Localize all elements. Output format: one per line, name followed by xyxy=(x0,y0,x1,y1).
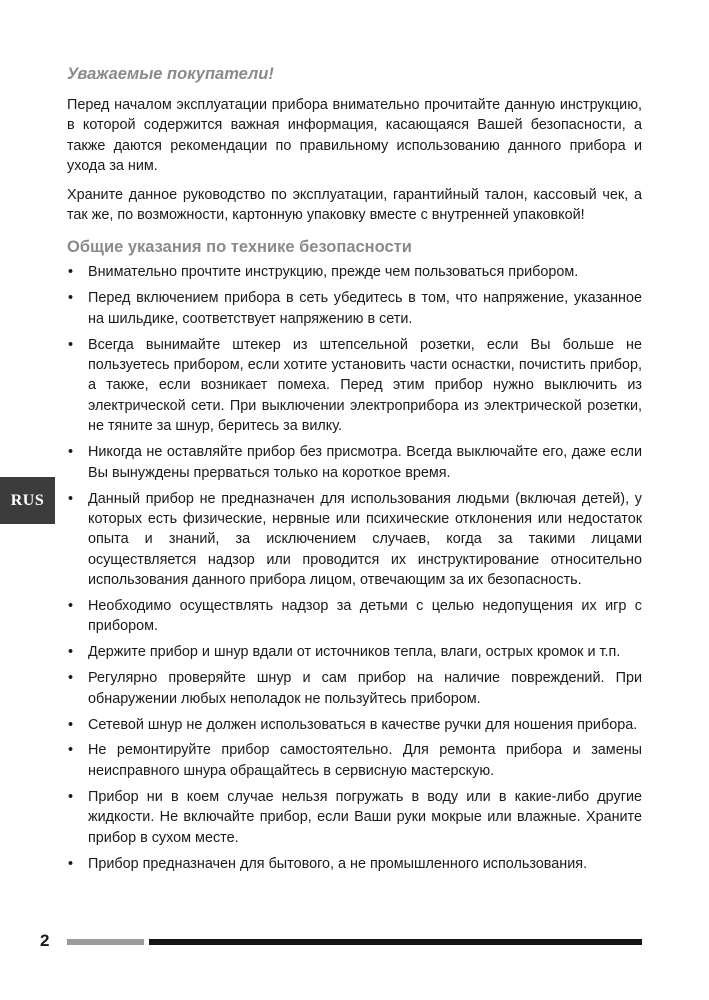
list-item xyxy=(67,596,642,637)
list-item-text: Регулярно проверяйте шнур и сам прибор на наличие повреждений. При обнаружении любых неполадок не пользуйтесь прибором. xyxy=(88,670,642,707)
page-content xyxy=(67,64,642,879)
bullet-icon: • xyxy=(68,490,74,507)
list-item-text: Необходимо осуществлять надзор за детьми с целью недопущения их игр с прибором. xyxy=(88,598,642,635)
list-item-text: Перед включением прибора в сеть убедитесь в том, что напряжение, указанное на шильдике, соответствует напряжению в сети. xyxy=(88,290,642,327)
bullet-icon: • xyxy=(68,670,74,687)
bullet-icon: • xyxy=(68,716,74,733)
list-item xyxy=(67,668,642,709)
bullet-icon: • xyxy=(68,644,74,661)
bullet-icon: • xyxy=(68,290,74,307)
bullet-icon: • xyxy=(68,336,74,353)
list-item-text: Внимательно прочтите инструкцию, прежде чем пользоваться прибором. xyxy=(88,264,579,281)
list-item-text: Не ремонтируйте прибор самостоятельно. Для ремонта прибора и замены неисправного шнура обращайтесь в сервисную мастерскую. xyxy=(88,742,642,779)
list-item xyxy=(67,740,642,781)
list-item-text: Данный прибор не предназначен для использования людьми (включая детей), у которых есть физические, нервные или психические отклонения или недостаток опыта и знаний, за исключением случаев, когда за такими лицами осуществляется надзор или проводится их инструктирование относительно использования данного прибора лицом, отвечающим за их безопасность. xyxy=(88,490,642,589)
bullet-icon: • xyxy=(68,742,74,759)
safety-list xyxy=(67,262,642,873)
list-item-text: Всегда вынимайте штекер из штепсельной розетки, если Вы больше не пользуетесь прибором, если хотите установить части оснастки, почистить прибор, а также, если возникает помеха. Перед этим прибор нужно выключить из электрической сети. При выключении электроприбора из электрической розетки, не тяните за шнур, беритесь за вилку. xyxy=(88,336,642,435)
bullet-icon: • xyxy=(68,788,74,805)
intro-paragraph: Перед началом эксплуатации прибора внимательно прочитайте данную инструкцию, в которой содержится важная информация, касающаяся Вашей безопасности, а также даются рекомендации по правильному использованию данного прибора и ухода за ним. xyxy=(67,97,642,175)
bullet-icon: • xyxy=(68,855,74,872)
list-item-text: Прибор ни в коем случае нельзя погружать в воду или в какие-либо другие жидкости. Не включайте прибор, если Ваши руки мокрые или влажные. Храните прибор в сухом месте. xyxy=(88,788,642,846)
list-item xyxy=(67,642,642,662)
list-item xyxy=(67,715,642,735)
list-item-text: Прибор предназначен для бытового, а не промышленного использования. xyxy=(88,855,588,872)
bullet-icon: • xyxy=(68,444,74,461)
footer-rule-black xyxy=(149,939,642,945)
intro-paragraph: Храните данное руководство по эксплуатации, гарантийный талон, кассовый чек, а так же, по возможности, картонную упаковку вместе с внутренней упаковкой! xyxy=(67,186,642,224)
list-item-text: Никогда не оставляйте прибор без присмотра. Всегда выключайте его, даже если Вы вынуждены прерваться только на короткое время. xyxy=(88,444,642,481)
greeting-heading: Уважаемые покупатели! xyxy=(67,65,274,83)
list-item xyxy=(67,335,642,437)
bullet-icon: • xyxy=(68,598,74,615)
list-item xyxy=(67,787,642,848)
list-item-text: Сетевой шнур не должен использоваться в качестве ручки для ношения прибора. xyxy=(88,716,638,733)
page-number: 2 xyxy=(40,931,50,950)
list-item xyxy=(67,489,642,591)
list-item xyxy=(67,288,642,329)
list-item xyxy=(67,854,642,874)
language-tab: RUS xyxy=(0,477,55,524)
section-title: Общие указания по технике безопасности xyxy=(67,238,412,257)
list-item xyxy=(67,442,642,483)
list-item xyxy=(67,262,642,282)
footer-rule-gray xyxy=(67,939,144,945)
list-item-text: Держите прибор и шнур вдали от источников тепла, влаги, острых кромок и т.п. xyxy=(88,644,621,661)
bullet-icon: • xyxy=(68,264,74,281)
